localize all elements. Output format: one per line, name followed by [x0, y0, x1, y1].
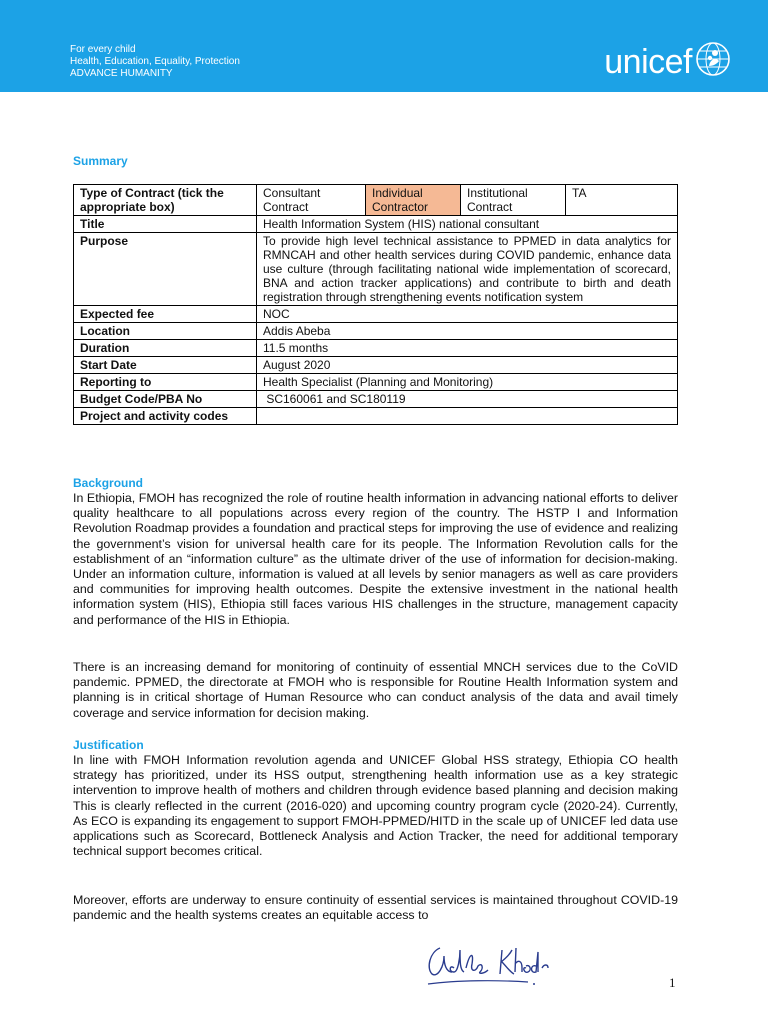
- table-row: [74, 340, 678, 357]
- row-label: Purpose: [74, 233, 257, 306]
- justification-paragraph-1: In line with FMOH Information revolution agenda and UNICEF Global HSS strategy, Ethiopia CO health strategy has prioritized, under its HSS output, strengthening health information use as a key strategic intervention to improve health of mothers and children through evidence based planning and decision making This is clearly reflected in the current (2016-020) and upcoming country program cycle (2020-24). Currently, As ECO is expanding its engagement to support FMOH-PPMED/HITD in the scale up of UNICEF led data use applications such as Scorecard, Bottleneck Analysis and Action Tracker, the need for additional temporary technical support becomes critical.: [73, 753, 678, 859]
- summary-table: [73, 184, 678, 425]
- table-row: [74, 391, 678, 408]
- row-label: Budget Code/PBA No: [74, 391, 257, 408]
- background-paragraph-2: There is an increasing demand for monitoring of continuity of essential MNCH services due to the CoVID pandemic. PPMED, the directorate at FMOH who is responsible for Routine Health Information system and planning is in critical shortage of Human Resource who can conduct analysis of the data and avail timely coverage and service information for decision making.: [73, 660, 678, 720]
- table-row: [74, 233, 678, 306]
- table-row: [74, 357, 678, 374]
- table-row: [74, 306, 678, 323]
- tagline-line-1: For every child: [70, 44, 136, 55]
- tagline-line-3: ADVANCE HUMANITY: [70, 68, 173, 79]
- unicef-logo: [604, 40, 732, 83]
- table-row: [74, 323, 678, 340]
- row-value: 11.5 months: [257, 340, 678, 357]
- row-value: Health Specialist (Planning and Monitoring): [257, 374, 678, 391]
- background-paragraph-1: In Ethiopia, FMOH has recognized the role of routine health information in advancing national efforts to deliver quality healthcare to all populations across every region of the country. The HSTP I and Information Revolution Roadmap provides a foundation and practical steps for improving the use of evidence and realizing the government’s vision for universal health care for its people. The Information Revolution calls for the establishment of an “information culture” as the ultimate driver of the use of information for decision-making. Under an information culture, information is valued at all levels by senior managers as well as care providers and communities for improving health outcomes. Despite the extensive investment in the national health information system (HIS), Ethiopia still faces various HIS challenges in the structure, management capacity and performance of the HIS in Ethiopia.: [73, 491, 678, 627]
- row-label: Start Date: [74, 357, 257, 374]
- row-label: Duration: [74, 340, 257, 357]
- unicef-emblem-icon: [694, 40, 732, 83]
- handwritten-signature: [418, 938, 568, 999]
- row-label: Location: [74, 323, 257, 340]
- option-ta: TA: [566, 185, 678, 216]
- tagline-line-2: Health, Education, Equality, Protection: [70, 56, 240, 67]
- background-heading: Background: [73, 476, 144, 490]
- logo-text: unicef: [604, 42, 692, 81]
- row-label: Reporting to: [74, 374, 257, 391]
- row-label: Project and activity codes: [74, 408, 257, 425]
- row-value: [257, 408, 678, 425]
- row-value: NOC: [257, 306, 678, 323]
- header-banner: [0, 0, 768, 92]
- option-consultant-contract: Consultant Contract: [257, 185, 366, 216]
- option-individual-contractor: Individual Contractor: [366, 185, 461, 216]
- row-value: SC160061 and SC180119: [257, 391, 678, 408]
- justification-heading: Justification: [73, 738, 144, 752]
- justification-paragraph-2: Moreover, efforts are underway to ensure continuity of essential services is maintained throughout COVID-19 pandemic and the health systems creates an equitable access to: [73, 893, 678, 923]
- row-label: Title: [74, 216, 257, 233]
- row-label: Expected fee: [74, 306, 257, 323]
- row-value: Addis Abeba: [257, 323, 678, 340]
- row-value: To provide high level technical assistance to PPMED in data analytics for RMNCAH and other health services during COVID pandemic, enhance data use culture (through facilitating national wide implementation of scorecard, BNA and action tracker applications) and contribute to birth and death registration through strengthening events notification system: [257, 233, 678, 306]
- summary-heading: Summary: [73, 154, 128, 168]
- table-row: [74, 216, 678, 233]
- table-row: [74, 185, 678, 216]
- table-row: [74, 374, 678, 391]
- contract-type-label: Type of Contract (tick the appropriate box): [74, 185, 257, 216]
- page-number: 1: [669, 975, 676, 990]
- option-institutional-contract: Institutional Contract: [461, 185, 566, 216]
- row-value: Health Information System (HIS) national consultant: [257, 216, 678, 233]
- row-value: August 2020: [257, 357, 678, 374]
- table-row: [74, 408, 678, 425]
- tagline: [70, 44, 240, 80]
